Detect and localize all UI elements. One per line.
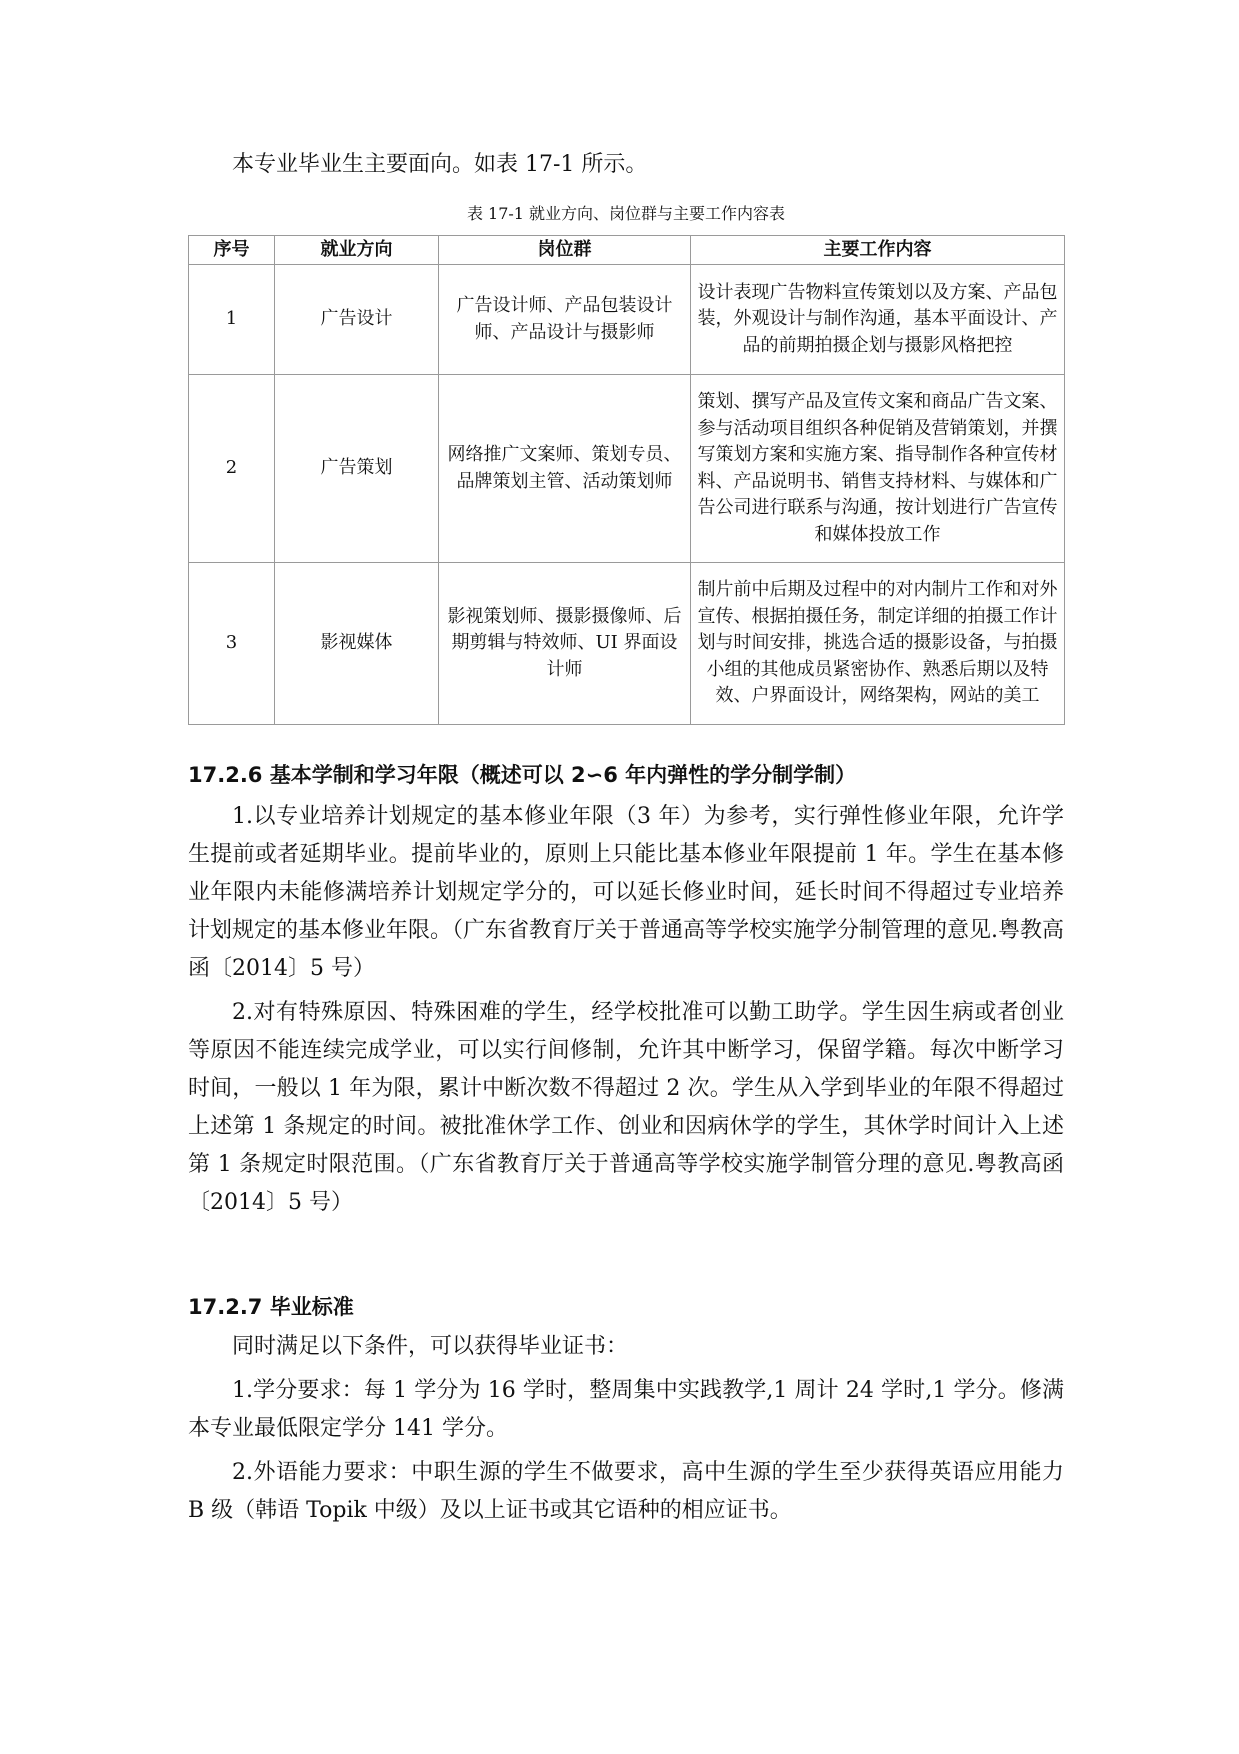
cell-direction: 影视媒体 xyxy=(275,563,439,725)
table-row xyxy=(189,375,1065,563)
cell-no: 1 xyxy=(189,265,275,375)
cell-no: 2 xyxy=(189,375,275,563)
table-caption: 表 17-1 就业方向、岗位群与主要工作内容表 xyxy=(466,204,786,223)
header-content: 主要工作内容 xyxy=(691,236,1065,265)
table-row xyxy=(189,563,1065,725)
section-1727-paragraph-1: 1.学分要求：每 1 学分为 16 学时，整周集中实践教学,1 周计 24 学时,1 学分。修满本专业最低限定学分 141 学分。 xyxy=(188,1378,1064,1441)
cell-direction: 广告策划 xyxy=(275,375,439,563)
section-1726-paragraph-2: 2.对有特殊原因、特殊困难的学生，经学校批准可以勤工助学。学生因生病或者创业等原因不能连续完成学业，可以实行间修制，允许其中断学习，保留学籍。每次中断学习时间，一般以 1 年为限，累计中断次数不得超过 2 次。学生从入学到毕业的年限不得超过上述第 1 条规定的时间。被批准休学工作、创业和因病休学的学生，其休学时间计入上述第 1 条规定时限范围。（广东省教育厅关于普通高等学校实施学制管分理的意见.粤教高函〔2014〕5 号） xyxy=(188,1000,1064,1215)
employment-table xyxy=(188,235,1065,725)
cell-positions: 影视策划师、摄影摄像师、后期剪辑与特效师、UI 界面设计师 xyxy=(439,563,691,725)
table-row xyxy=(189,265,1065,375)
section-heading-1727: 17.2.7 毕业标准 xyxy=(188,1295,354,1319)
section-1727-body xyxy=(188,1328,1064,1536)
intro-paragraph: 本专业毕业生主要面向。如表 17-1 所示。 xyxy=(232,152,648,177)
table-header-row xyxy=(189,236,1065,265)
cell-content: 制片前中后期及过程中的对内制片工作和对外宣传、根据拍摄任务，制定详细的拍摄工作计划与时间安排，挑选合适的摄影设备，与拍摄小组的其他成员紧密协作、熟悉后期以及特效、户界面设计，网络架构，网站的美工 xyxy=(691,563,1065,725)
header-direction: 就业方向 xyxy=(275,236,439,265)
cell-no: 3 xyxy=(189,563,275,725)
section-1727-paragraph-0: 同时满足以下条件，可以获得毕业证书： xyxy=(232,1334,629,1359)
cell-content: 设计表现广告物料宣传策划以及方案、产品包装，外观设计与制作沟通，基本平面设计、产品的前期拍摄企划与摄影风格把控 xyxy=(691,265,1065,375)
section-1726-body xyxy=(188,798,1064,1228)
header-positions: 岗位群 xyxy=(439,236,691,265)
cell-direction: 广告设计 xyxy=(275,265,439,375)
cell-positions: 网络推广文案师、策划专员、品牌策划主管、活动策划师 xyxy=(439,375,691,563)
section-heading-1726: 17.2.6 基本学制和学习年限（概述可以 2∽6 年内弹性的学分制学制） xyxy=(188,763,857,787)
header-no: 序号 xyxy=(189,236,275,265)
cell-positions: 广告设计师、产品包装设计师、产品设计与摄影师 xyxy=(439,265,691,375)
section-1727-paragraph-2: 2.外语能力要求：中职生源的学生不做要求，高中生源的学生至少获得英语应用能力 B 级（韩语 Topik 中级）及以上证书或其它语种的相应证书。 xyxy=(188,1460,1064,1523)
section-1726-paragraph-1: 1.以专业培养计划规定的基本修业年限（3 年）为参考，实行弹性修业年限，允许学生提前或者延期毕业。提前毕业的，原则上只能比基本修业年限提前 1 年。学生在基本修业年限内未能修满培养计划规定学分的，可以延长修业时间，延长时间不得超过专业培养计划规定的基本修业年限。（广东省教育厅关于普通高等学校实施学分制管理的意见.粤教高函〔2014〕5 号） xyxy=(188,804,1064,981)
cell-content: 策划、撰写产品及宣传文案和商品广告文案、参与活动项目组织各种促销及营销策划，并撰写策划方案和实施方案、指导制作各种宣传材料、产品说明书、销售支持材料、与媒体和广告公司进行联系与沟通，按计划进行广告宣传和媒体投放工作 xyxy=(691,375,1065,563)
